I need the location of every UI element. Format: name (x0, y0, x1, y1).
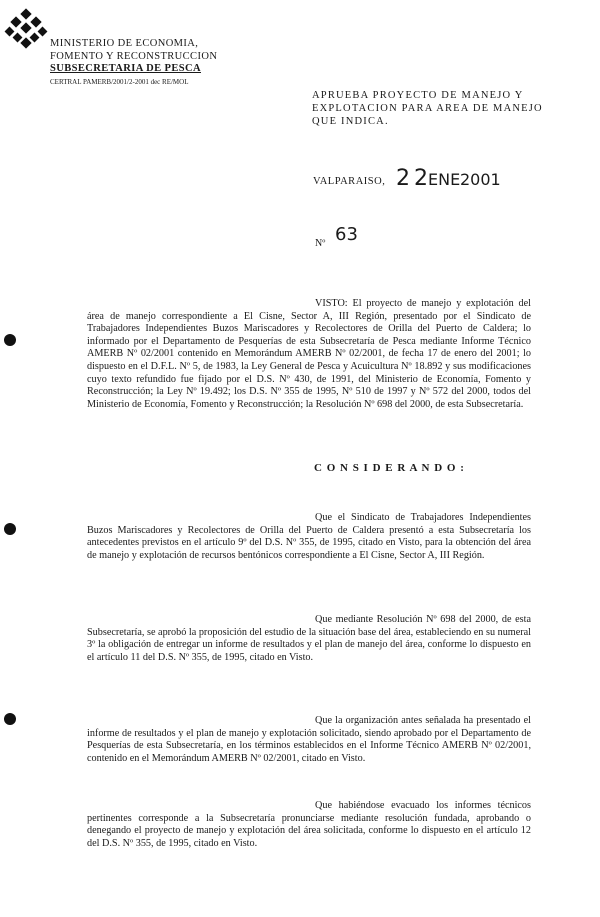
date-year: 2001 (460, 170, 501, 189)
reference-code: CERTRAL PAMERB/2001/2-2001 dec RE/MOL (50, 78, 189, 86)
place-label: VALPARAISO, (313, 176, 386, 187)
ministry-emblem-icon (4, 8, 48, 52)
visto-paragraph: VISTO: El proyecto de manejo y explotación del área de manejo correspondiente a El Cisne, Sector A, III Región, presentado por el Sindicato de Trabajadores Independientes Buzos Mariscadores y Recolectores de Orilla del Puerto de Caldera; lo informado por el Departamento de Pesquerías de esta Subsecretaría de Pesca mediante Informe Técnico AMERB Nº 02/2001 contenido en Memorándum AMERB Nº 02/2001, de fecha 17 de enero del 2001; lo dispuesto en el D.F.L. Nº 5, de 1983, la Ley General de Pesca y Acuicultura Nº 18.892 y sus modificaciones cuyo texto refundido fue fijado por el D.S. Nº 430, de 1991, del Ministerio de Economía, Fomento y Reconstrucción; la Ley Nº 19.492; los D.S. Nº 355 de 1995, Nº 510 de 1997 y Nº 572 del 2000, todos del Ministerio de Economía, Fomento y Reconstrucción; la Resolución Nº 698 del 2000, de esta Subsecretaría. (87, 298, 531, 410)
considerando-paragraph-2: Que mediante Resolución Nº 698 del 2000, de esta Subsecretaría, se aprobó la proposición del estudio de la situación base del área, estableciendo en su numeral 3º la obligación de entregar un informe de resultados y el plan de manejo del área, conforme lo dispuesto en el artículo 11 del D.S. Nº 355, de 1995, citado en Visto. (87, 614, 531, 663)
ministry-name-cont: FOMENTO Y RECONSTRUCCION (50, 51, 218, 62)
punch-hole-bottom (4, 713, 16, 725)
resolution-title-line-3: QUE INDICA. (312, 116, 389, 127)
considerando-paragraph-4: Que habiéndose evacuado los informes técnicos pertinentes corresponde a la Subsecretaría pronunciarse mediante resolución fundada, aprobando o denegando el proyecto de manejo y explotación del área solicitada, conforme lo dispuesto en el artículo 12 del D.S. Nº 355, de 1995, citado en Visto. (87, 800, 531, 849)
considerando-paragraph-3: Que la organización antes señalada ha presentado el informe de resultados y el plan de manejo y explotación solicitado, siendo aprobado por el Departamento de Pesquerías de esta Subsecretaría, en los términos establecidos en el Informe Técnico AMERB Nº 02/2001, contenido en el Memorándum AMERB Nº 02/2001, citado en Visto. (87, 715, 531, 764)
date-day: 22 (396, 166, 432, 191)
date-month: ENE (428, 170, 461, 189)
considerando-heading: C O N S I D E R A N D O : (314, 462, 465, 474)
punch-hole-top (4, 334, 16, 346)
resolution-title-line-1: APRUEBA PROYECTO DE MANEJO Y (312, 90, 524, 101)
number-label: Nº (315, 238, 326, 249)
resolution-title-line-2: EXPLOTACION PARA AREA DE MANEJO (312, 103, 543, 114)
resolution-number: 63 (335, 224, 358, 245)
punch-hole-middle (4, 523, 16, 535)
ministry-name: MINISTERIO DE ECONOMIA, (50, 38, 199, 49)
subsecretaria-name: SUBSECRETARIA DE PESCA (50, 63, 201, 74)
considerando-paragraph-1: Que el Sindicato de Trabajadores Independientes Buzos Mariscadores y Recolectores de Orilla del Puerto de Caldera presentó a esta Subsecretaría los antecedentes previstos en el artículo 9º del D.S. Nº 355, de 1995, citado en Visto, para la obtención del área de manejo y explotación de recursos bentónicos correspondiente a El Cisne, Sector A, III Región. (87, 512, 531, 561)
